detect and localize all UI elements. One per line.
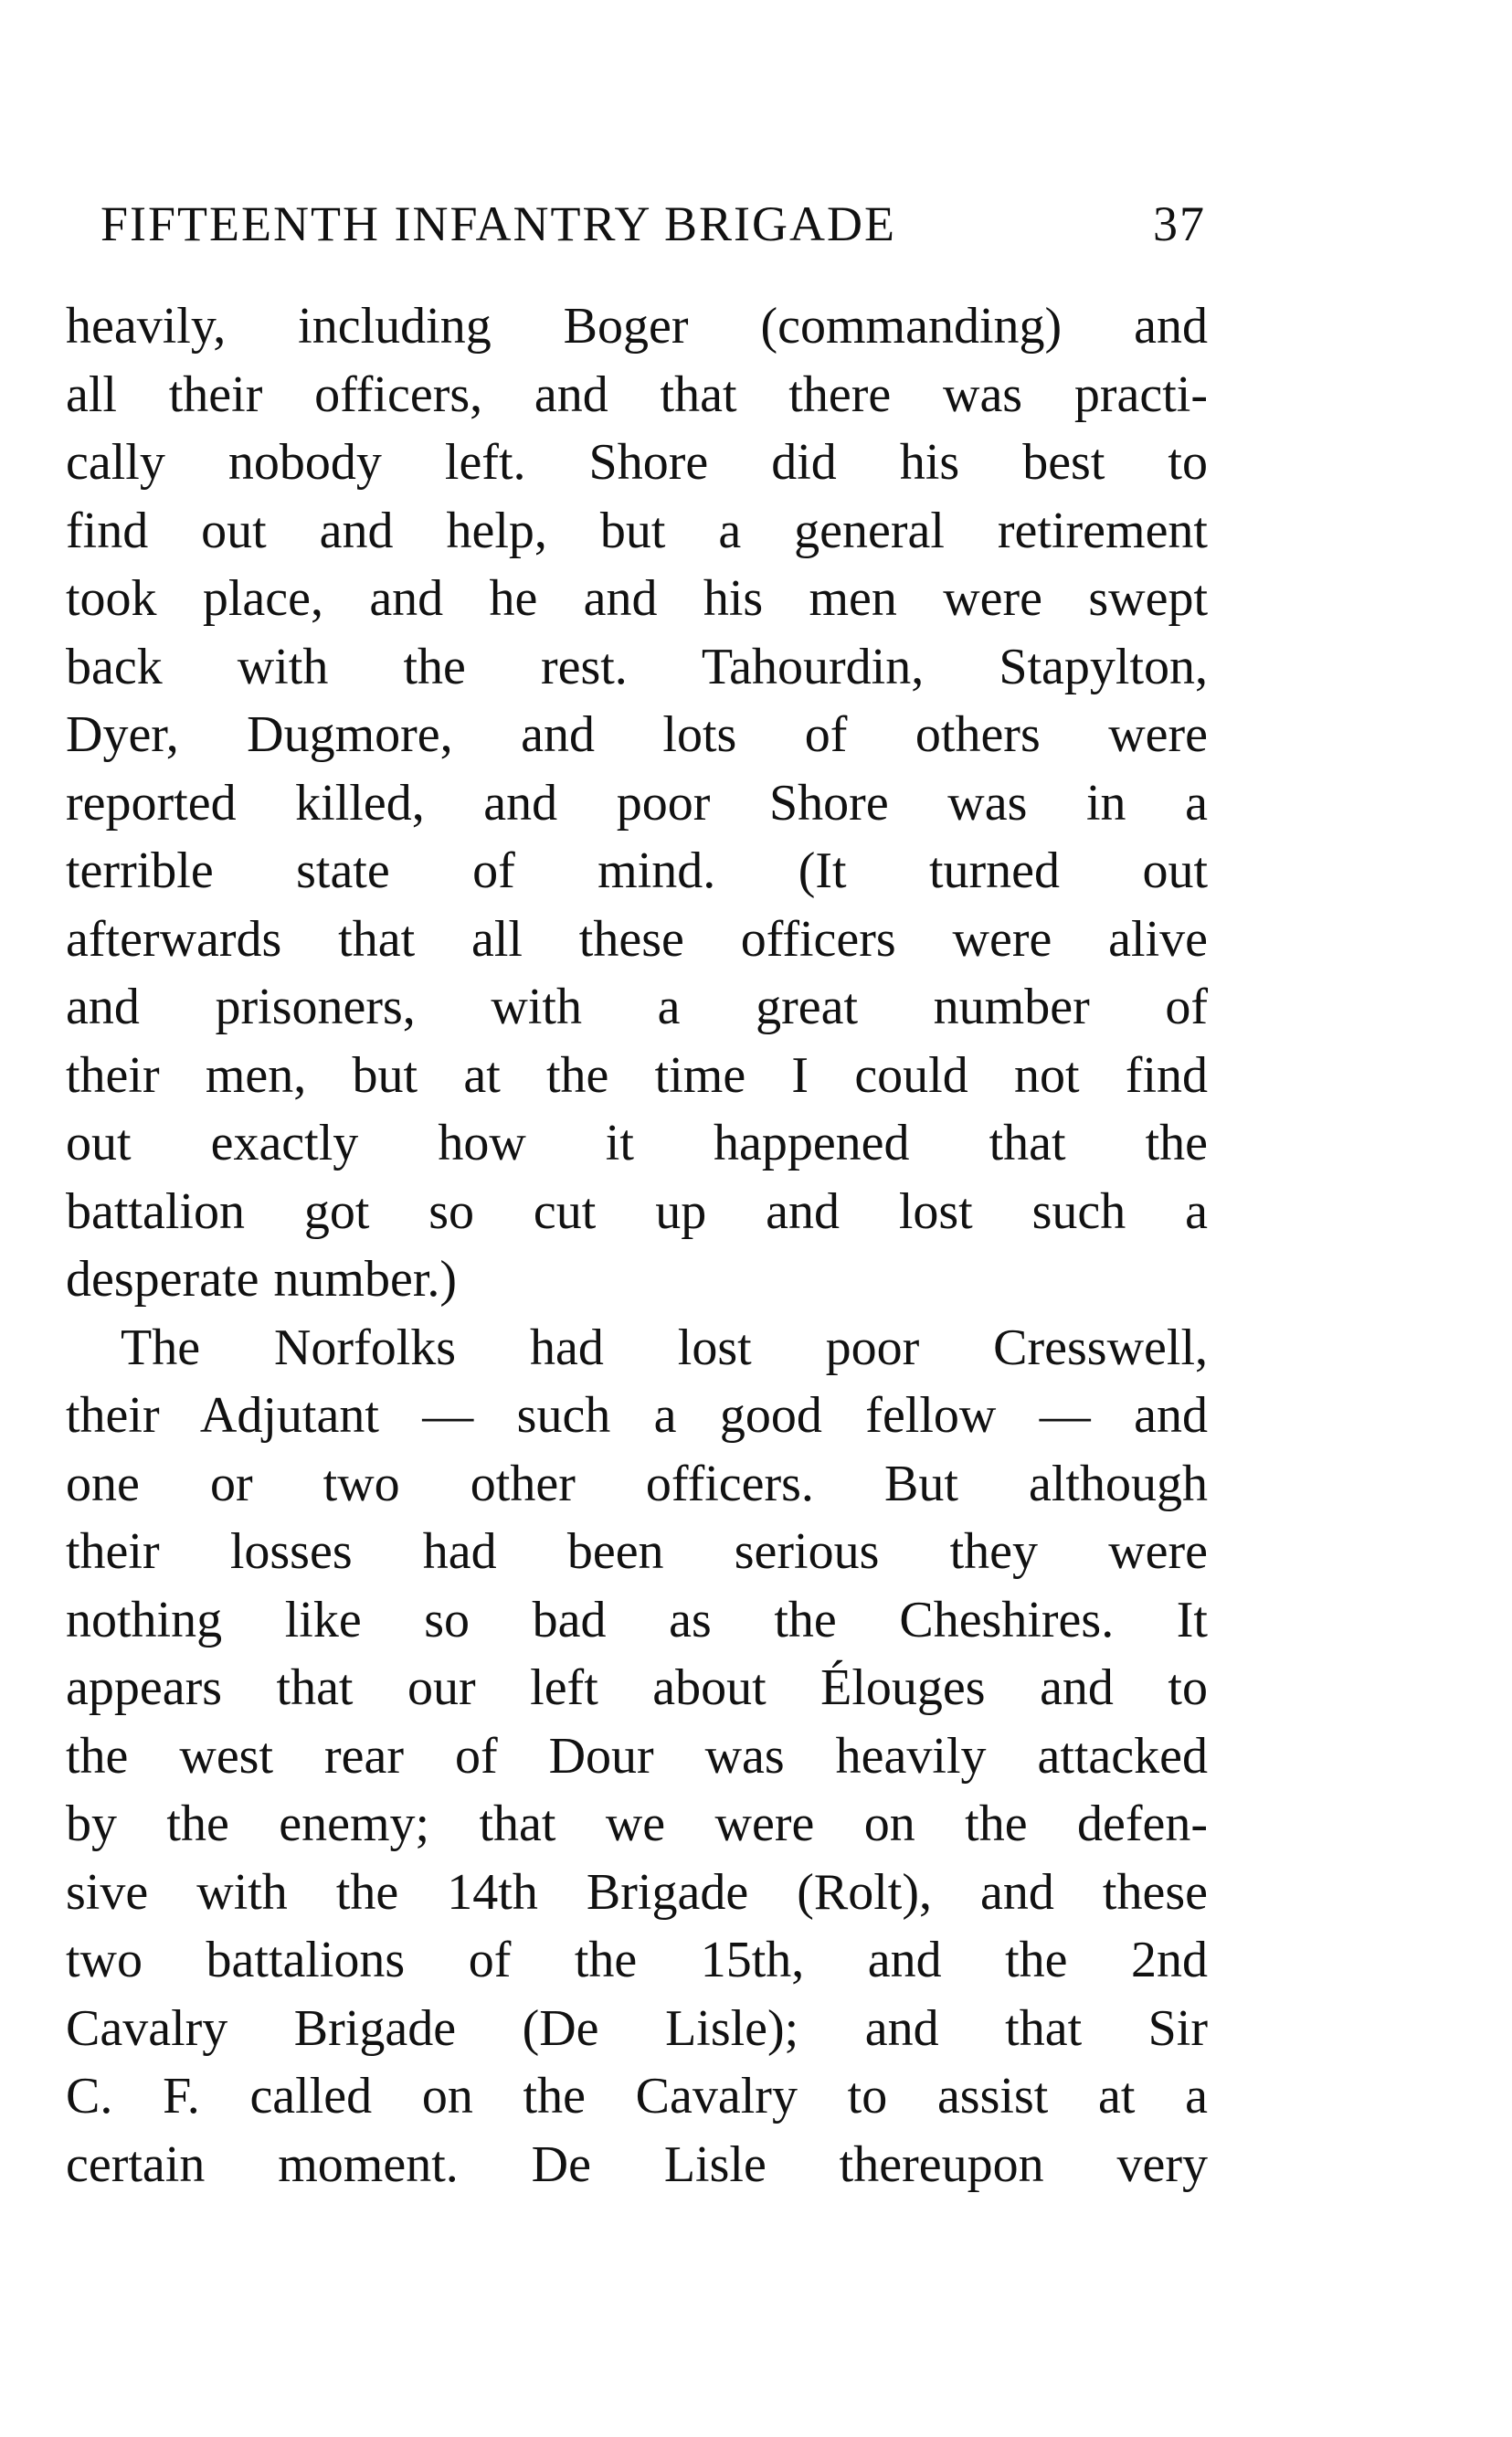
text-line: the west rear of Dour was heavily attacked [66,1727,1208,1785]
text-line: sive with the 14th Brigade (Rolt), and these [66,1863,1208,1921]
text-line: Dyer, Dugmore, and lots of others were [66,706,1208,763]
text-line: heavily, including Boger (commanding) and [66,298,1208,355]
text-line: one or two other officers. But although [66,1455,1208,1512]
text-line: took place, and he and his men were swept [66,570,1208,627]
page-number: 37 [1153,196,1206,251]
text-line: their men, but at the time I could not find [66,1046,1208,1104]
text-line: by the enemy; that we were on the defen- [66,1796,1208,1852]
running-header [100,183,1206,265]
text-line: battalion got so cut up and lost such a [66,1182,1208,1240]
text-line: Cavalry Brigade (De Lisle); and that Sir [66,1999,1208,2057]
text-line: nothing like so bad as the Cheshires. It [66,1591,1208,1648]
text-line: afterwards that all these officers were alive [66,910,1208,968]
body-text [66,292,1208,2199]
text-line: appears that our left about Élouges and to [66,1659,1208,1716]
text-line: terrible state of mind. (It turned out [66,842,1208,899]
text-line: C. F. called on the Cavalry to assist at a [66,2068,1208,2124]
text-line: two battalions of the 15th, and the 2nd [66,1932,1208,1988]
text-line: back with the rest. Tahourdin, Stapylton, [66,638,1208,695]
text-line: out exactly how it happened that the [66,1115,1208,1171]
text-line: their Adjutant — such a good fellow — and [66,1387,1208,1444]
paragraph-start-line: The Norfolks had lost poor Cresswell, [121,1319,1208,1376]
paragraph-end-line: desperate number.) [66,1251,458,1308]
chapter-title: FIFTEENTH INFANTRY BRIGADE [100,196,896,251]
text-line: all their officers, and that there was practi- [66,366,1208,423]
text-line: find out and help, but a general retirement [66,502,1208,559]
text-line: and prisoners, with a great number of [66,979,1208,1035]
text-line: their losses had been serious they were [66,1523,1208,1580]
text-line: certain moment. De Lisle thereupon very [66,2135,1208,2193]
text-line: cally nobody left. Shore did his best to [66,434,1208,491]
text-line: reported killed, and poor Shore was in a [66,774,1208,832]
